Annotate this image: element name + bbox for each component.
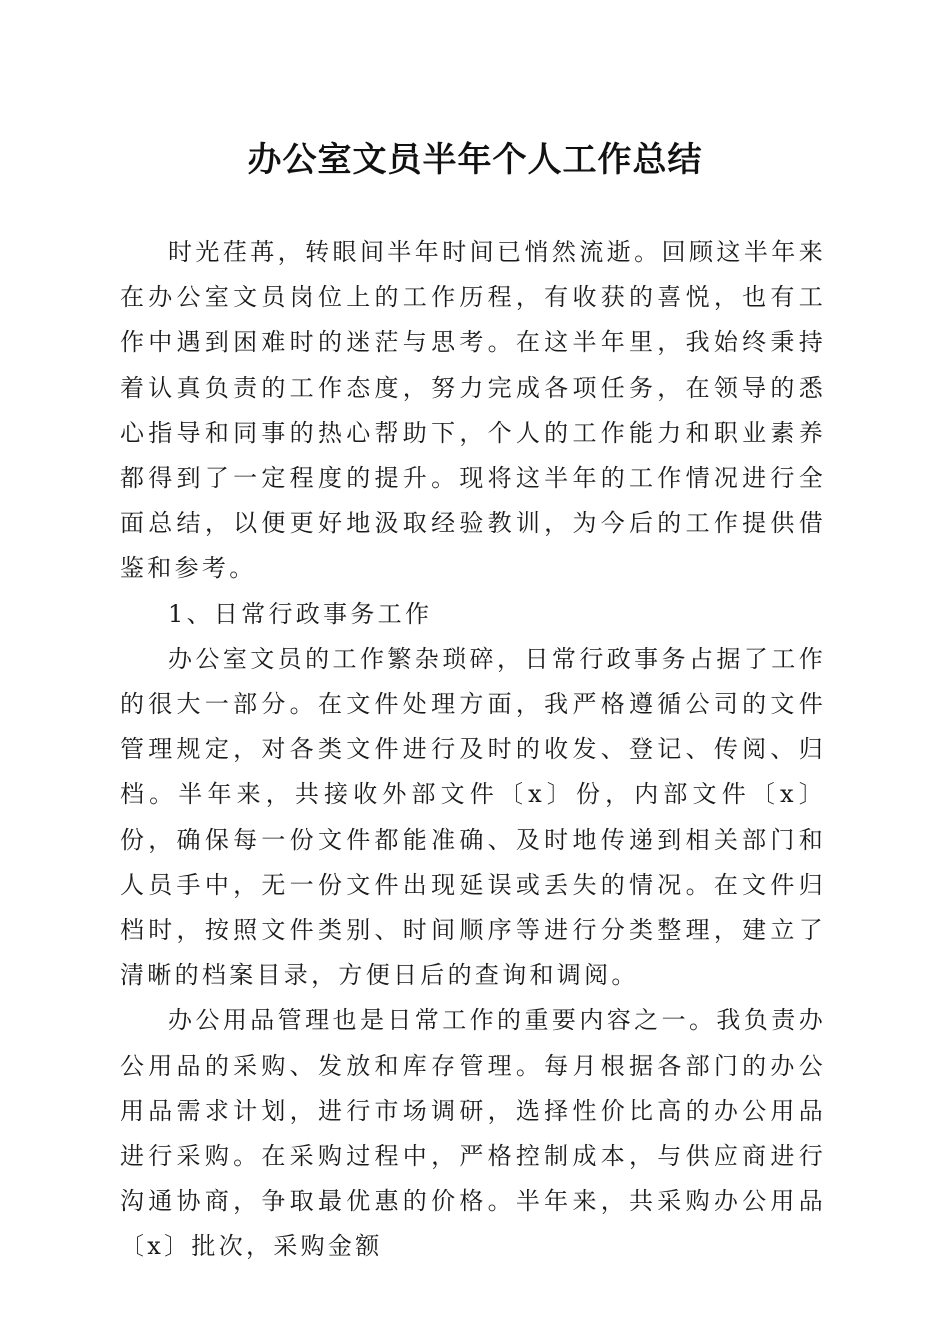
section-paragraph-office-supplies: 办公用品管理也是日常工作的重要内容之一。我负责办公用品的采购、发放和库存管理。每月根据各部门的办公用品需求计划，进行市场调研，选择性价比高的办公用品进行采购。在采购过程中，严格控制成本，与供应商进行沟通协商，争取最优惠的价格。半年来，共采购办公用品〔x〕批次，采购金额 (120, 1006, 826, 1261)
section-paragraph-file-handling: 办公室文员的工作繁杂琐碎，日常行政事务占据了工作的很大一部分。在文件处理方面，我严格遵循公司的文件管理规定，对各类文件进行及时的收发、登记、传阅、归档。半年来，共接收外部文件〔x〕份，内部文件〔x〕份，确保每一份文件都能准确、及时地传递到相关部门和人员手中，无一份文件出现延误或丢失的情况。在文件归档时，按照文件类别、时间顺序等进行分类整理，建立了清晰的档案目录，方便日后的查询和调阅。 (120, 644, 826, 990)
document-body (120, 230, 826, 1270)
intro-paragraph: 时光荏苒，转眼间半年时间已悄然流逝。回顾这半年来在办公室文员岗位上的工作历程，有收获的喜悦，也有工作中遇到困难时的迷茫与思考。在这半年里，我始终秉持着认真负责的工作态度，努力完成各项任务，在领导的悉心指导和同事的热心帮助下，个人的工作能力和职业素养都得到了一定程度的提升。现将这半年的工作情况进行全面总结，以便更好地汲取经验教训，为今后的工作提供借鉴和参考。 (120, 238, 826, 583)
section-heading: 1、日常行政事务工作 (168, 599, 433, 628)
document-title: 办公室文员半年个人工作总结 (247, 140, 703, 180)
